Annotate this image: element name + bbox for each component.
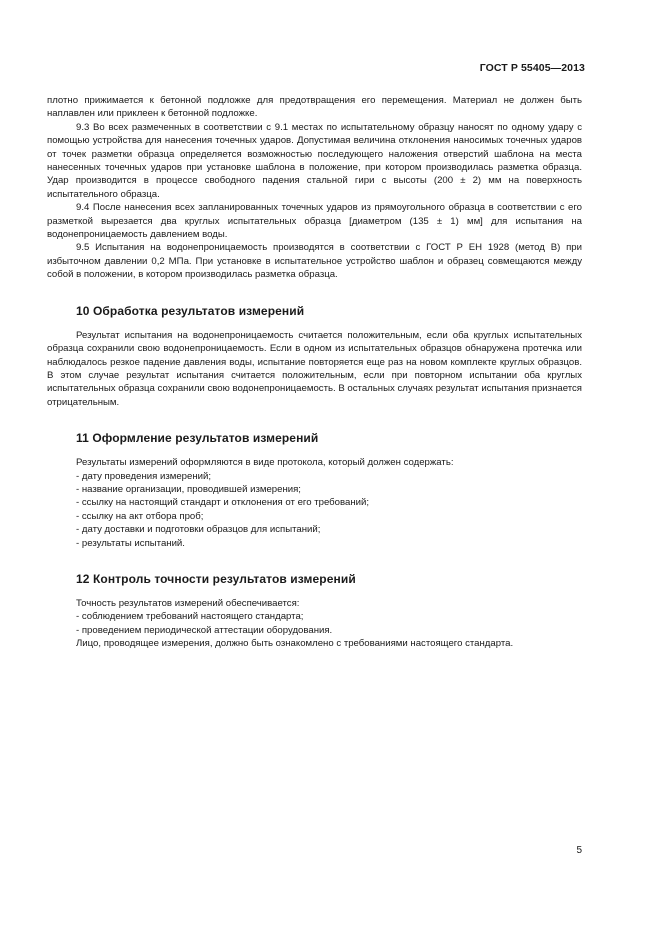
page-number: 5 [576,845,582,856]
section-11-heading: 11 Оформление результатов измерений [76,431,319,446]
section-10-heading: 10 Обработка результатов измерений [76,303,305,318]
list-item: - ссылку на акт отбора проб; [76,510,204,522]
list-item: - соблюдением требований настоящего стандарта; [76,611,304,623]
paragraph-9-3: 9.3 Во всех размеченных в соответствии с 9.1 местах по испытательному образцу наносят по одному удару с помощью устройства для нанесения точечных ударов. Допустимая величина отклонения наносимых точечных ударов от точек разметки образца определяется возможностью последующего наложения отверстий шаблона на места нанесенных точечных ударов при установке шаблона в положение, при котором производилась разметка образца. Удар производится в процессе свободного падения стальной гири с высоты (200 ± 2) мм на поверхность испытательного образца. [47,121,582,200]
section-12-closing: Лицо, проводящее измерения, должно быть ознакомлено с требованиями настоящего стандарта. [76,638,514,650]
paragraph-continuation: плотно прижимается к бетонной подложке для предотвращения его перемещения. Материал не должен быть наплавлен или приклеен к бетонной подложке. [47,95,582,120]
paragraph-9-5: 9.5 Испытания на водонепроницаемость производятся в соответствии с ГОСТ Р ЕН 1928 (метод В) при избыточном давлении 0,2 МПа. При установке в испытательное устройство шаблон и образец совмещаются между собой в положении, в котором производилась разметка образца. [47,242,582,281]
section-12-heading: 12 Контроль точности результатов измерений [76,571,356,586]
document-id-header: ГОСТ Р 55405—2013 [479,62,585,74]
list-item: - название организации, проводившей измерения; [76,483,301,495]
section-12-list [76,597,582,651]
list-item: - ссылку на настоящий стандарт и отклонения от его требований; [76,497,370,509]
list-item: - результаты испытаний. [76,537,185,549]
section-12-intro: Точность результатов измерений обеспечивается: [76,597,300,609]
page-content [47,94,582,651]
list-item: - дату проведения измерений; [76,470,212,482]
section-10-text: Результат испытания на водонепроницаемость считается положительным, если оба круглых испытательных образца сохранили свою водонепроницаемость. Если в одном из испытательных образцов обнаружена протечка или наблюдалось резкое падение давления воды, испытание повторяется еще раз на новом комплекте круглых образцов. В этом случае результат испытания считается положительным, если при повторном испытании оба круглых испытательных образца сохранили свою водонепроницаемость. В остальных случаях результат испытания признается отрицательным. [47,329,582,408]
list-item: - проведением периодической аттестации оборудования. [76,624,333,636]
paragraph-9-4: 9.4 После нанесения всех запланированных точечных ударов из прямоугольного образца в соответствии с его разметкой вырезается два круглых испытательных образца [диаметром (135 ± 1) мм] для испытания на водонепроницаемость давлением воды. [47,202,582,241]
section-11-list [76,456,582,550]
section-11-intro: Результаты измерений оформляются в виде протокола, который должен содержать: [76,457,454,469]
list-item: - дату доставки и подготовки образцов для испытаний; [76,524,321,536]
